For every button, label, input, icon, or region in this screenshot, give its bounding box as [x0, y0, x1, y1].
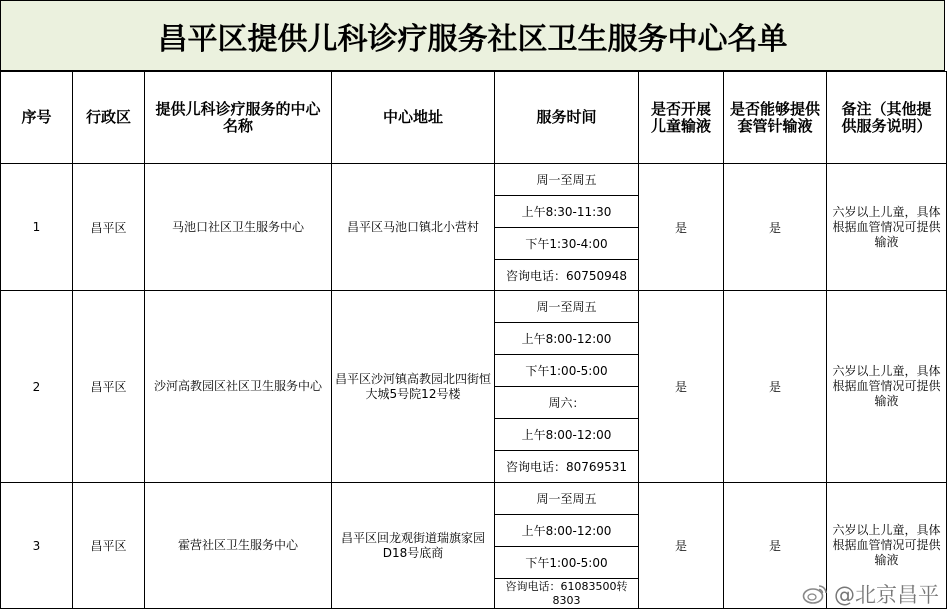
header-name: 提供儿科诊疗服务的中心名称	[145, 72, 332, 164]
hours-line: 咨询电话：61083500转8303	[495, 579, 639, 609]
hours-line: 周六：	[495, 387, 639, 419]
hours-line: 上午8:00-12:00	[495, 515, 639, 547]
center-name: 沙河高教园区社区卫生服务中心	[153, 379, 322, 393]
cell-district: 昌平区	[73, 483, 145, 609]
cell-infusion: 是	[639, 291, 724, 483]
header-address: 中心地址	[332, 72, 495, 164]
note-text: 六岁以上儿童，具体根据血管情况可提供输液	[832, 523, 941, 567]
header-tube: 是否能够提供套管针输液	[724, 72, 827, 164]
hours-line: 上午8:30-11:30	[495, 196, 639, 228]
cell-infusion: 是	[639, 483, 724, 609]
cell-note	[827, 291, 947, 483]
header-no: 序号	[1, 72, 73, 164]
hours-line: 周一至周五	[495, 291, 639, 323]
watermark-text: @北京昌平	[834, 583, 939, 607]
center-name: 霍营社区卫生服务中心	[177, 538, 298, 552]
hours-line: 周一至周五	[495, 483, 639, 515]
header-hours: 服务时间	[495, 72, 639, 164]
hours-line: 咨询电话：80769531	[495, 451, 639, 483]
table-row	[1, 291, 947, 323]
cell-name	[145, 483, 332, 609]
cell-infusion: 是	[639, 164, 724, 291]
header-row	[1, 72, 947, 164]
hours-line: 下午1:30-4:00	[495, 228, 639, 260]
cell-name	[145, 291, 332, 483]
hours-line: 上午8:00-12:00	[495, 323, 639, 355]
header-note: 备注（其他提供服务说明）	[827, 72, 947, 164]
cell-address	[332, 291, 495, 483]
hours-line: 咨询电话：60750948	[495, 260, 639, 291]
table-row	[1, 164, 947, 196]
cell-no: 3	[1, 483, 73, 609]
center-name: 马池口社区卫生服务中心	[171, 219, 304, 234]
cell-tube: 是	[724, 291, 827, 483]
watermark	[802, 579, 939, 609]
hours-line: 周一至周五	[495, 164, 639, 196]
cell-no: 2	[1, 291, 73, 483]
hours-line: 上午8:00-12:00	[495, 419, 639, 451]
center-address: 昌平区回龙观街道瑞旗家园D18号底商	[340, 530, 485, 560]
header-district: 行政区	[73, 72, 145, 164]
page-title: 昌平区提供儿科诊疗服务社区卫生服务中心名单	[0, 0, 945, 71]
cell-no: 1	[1, 164, 73, 291]
cell-district: 昌平区	[73, 164, 145, 291]
note-text: 六岁以上儿童，具体根据血管情况可提供输液	[832, 204, 941, 249]
cell-address	[332, 164, 495, 291]
note-text: 六岁以上儿童，具体根据血管情况可提供输液	[832, 364, 941, 408]
table-row	[1, 483, 947, 515]
cell-district: 昌平区	[73, 291, 145, 483]
header-infusion: 是否开展儿童输液	[639, 72, 724, 164]
cell-tube: 是	[724, 483, 827, 609]
hours-line: 下午1:00-5:00	[495, 355, 639, 387]
cell-note	[827, 164, 947, 291]
cell-address	[332, 483, 495, 609]
center-address: 昌平区沙河镇高教园北四街恒大城5号院12号楼	[335, 371, 492, 401]
cell-name	[145, 164, 332, 291]
cell-tube: 是	[724, 164, 827, 291]
center-address: 昌平区马池口镇北小营村	[346, 219, 479, 234]
weibo-icon	[802, 583, 828, 605]
clinic-table	[0, 71, 947, 609]
hours-line: 下午1:00-5:00	[495, 547, 639, 579]
